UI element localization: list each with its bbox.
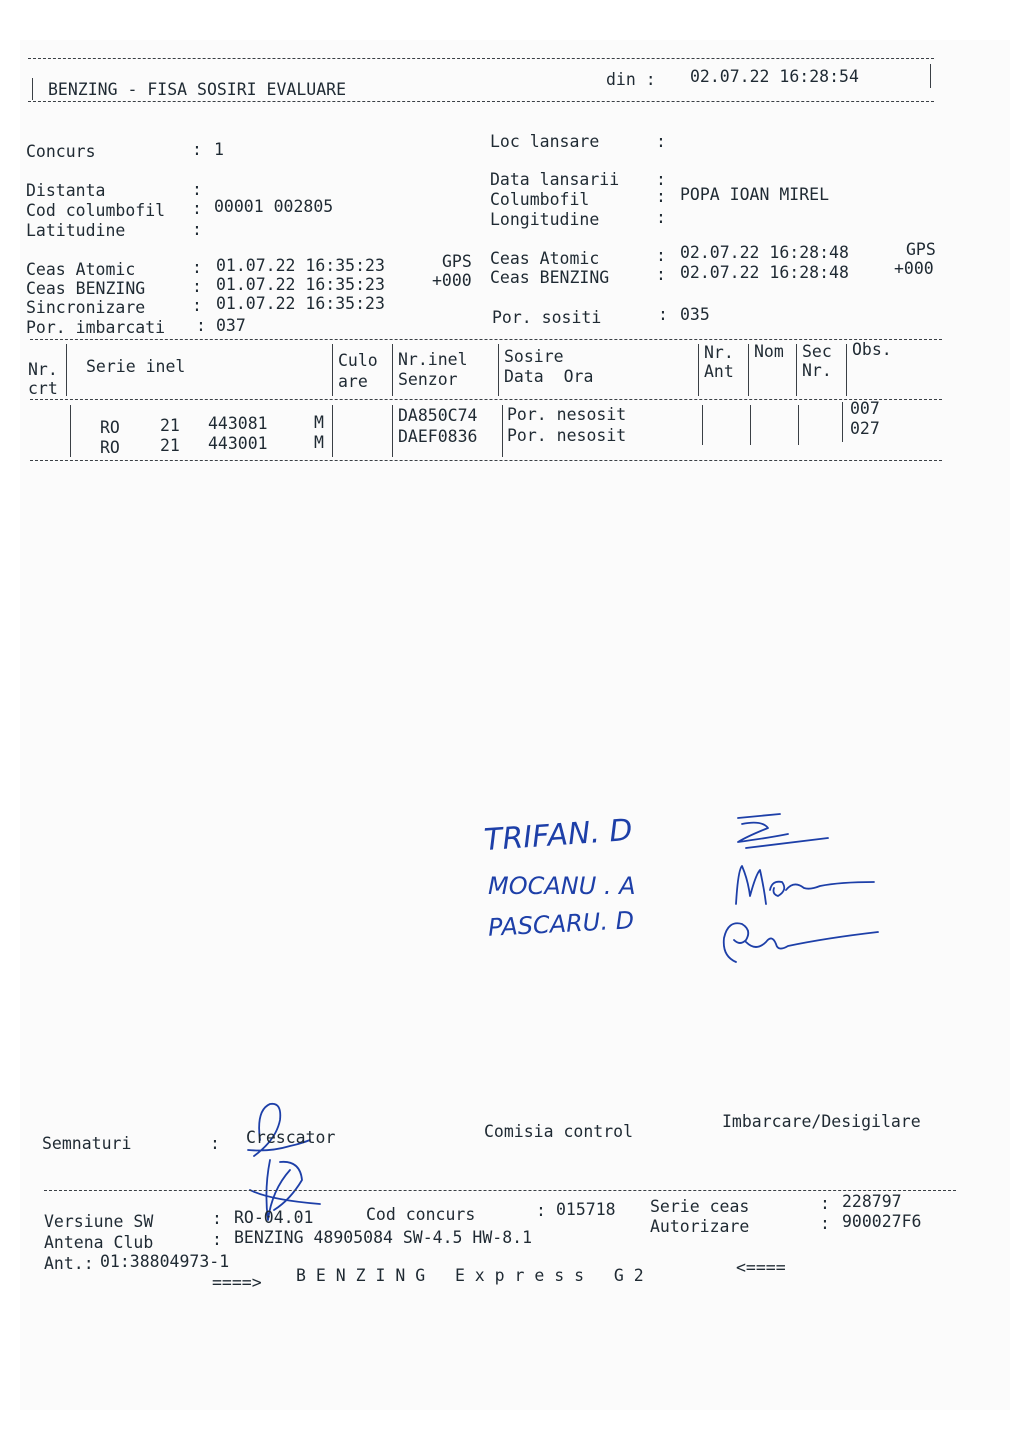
footer-rule <box>44 1190 956 1191</box>
col-sosire-2: Data Ora <box>504 367 594 386</box>
longitudine-label: Longitudine <box>490 210 600 229</box>
row-senzor: DA850C74 <box>398 406 478 425</box>
row-year: 21 <box>160 416 180 435</box>
header-top-rule <box>28 58 934 59</box>
col-serie-inel: Serie inel <box>86 357 186 376</box>
loc-lansare-label: Loc lansare <box>490 132 600 151</box>
banner-left-arrow: ====> <box>212 1273 262 1292</box>
col-nr-ant-1: Nr. <box>704 343 734 362</box>
col-obs: Obs. <box>852 340 892 359</box>
page-title: BENZING - FISA SOSIRI EVALUARE <box>48 80 347 99</box>
columbofil-label: Columbofil <box>490 190 590 209</box>
col-nr-crt-2: crt <box>28 379 58 398</box>
row-senzor: DAEF0836 <box>398 427 478 446</box>
col-culoare-2: are <box>338 372 368 391</box>
por-imbarcati-value: 037 <box>216 316 246 335</box>
header-left-bar <box>32 78 33 100</box>
col-nr-crt-1: Nr. <box>28 360 58 379</box>
banner-text: B E N Z I N G E x p r e s s G 2 <box>296 1266 644 1285</box>
imbarcare-label: Imbarcare/Desigilare <box>722 1112 921 1131</box>
por-imbarcati-label: Por. imbarcati <box>26 318 166 337</box>
row-sex: M <box>314 413 324 432</box>
ceas-atomic-value: 01.07.22 16:35:23 <box>216 256 385 275</box>
signature-2-icon <box>730 860 880 910</box>
distanta-label: Distanta <box>26 181 106 200</box>
handwritten-name: TRIFAN. D <box>482 812 634 859</box>
concurs-label: Concurs <box>26 142 96 161</box>
data-lansarii-label: Data lansarii <box>490 170 620 189</box>
handwritten-name: MOCANU . A <box>488 872 636 900</box>
cod-columbofil-label: Cod columbofil <box>26 201 166 220</box>
ceas-benzing-right-label: Ceas BENZING <box>490 268 610 287</box>
cod-concurs-label: Cod concurs <box>366 1205 476 1224</box>
row-sex: M <box>314 433 324 452</box>
table-header-rule <box>30 399 942 400</box>
col-culoare-1: Culo <box>338 351 378 370</box>
semnaturi-label: Semnaturi <box>42 1134 132 1153</box>
banner-right-arrow: <==== <box>736 1258 786 1277</box>
ceas-atomic-label: Ceas Atomic <box>26 260 136 279</box>
columbofil-value: POPA IOAN MIREL <box>680 185 830 204</box>
col-nr-inel-1: Nr.inel <box>398 350 468 369</box>
cod-concurs-value: 015718 <box>556 1200 616 1219</box>
por-sositi-value: 035 <box>680 305 710 324</box>
latitudine-label: Latitudine <box>26 221 126 240</box>
concurs-value: 1 <box>214 140 224 159</box>
col-nom: Nom <box>754 342 784 361</box>
din-value: 02.07.22 16:28:54 <box>690 67 859 86</box>
ceas-benzing-right-suffix: +000 <box>894 259 934 278</box>
ceas-atomic-right-label: Ceas Atomic <box>490 249 600 268</box>
row-year: 21 <box>160 436 180 455</box>
row-obs: 027 <box>850 419 880 438</box>
row-ring: 443001 <box>208 434 268 453</box>
col-sosire-1: Sosire <box>504 347 564 366</box>
din-label: din : <box>606 70 656 89</box>
col-sec-nr-1: Sec <box>802 342 832 361</box>
antena-value: BENZING 48905084 SW-4.5 HW-8.1 <box>234 1228 533 1247</box>
col-nr-inel-2: Senzor <box>398 370 458 389</box>
col-nr-ant-2: Ant <box>704 362 734 381</box>
versiune-label: Versiune SW <box>44 1212 154 1231</box>
crescator-label: Crescator <box>246 1128 336 1147</box>
ant-label: Ant.: <box>44 1254 94 1273</box>
header-bottom-rule <box>28 101 934 102</box>
ant-value: 01:38804973-1 <box>100 1252 230 1271</box>
row-sosire: Por. nesosit <box>507 405 627 424</box>
ceas-benzing-suffix: +000 <box>432 271 472 290</box>
signature-1-icon <box>728 808 838 854</box>
ceas-atomic-right-value: 02.07.22 16:28:48 <box>680 243 849 262</box>
row-ring: 443081 <box>208 414 268 433</box>
versiune-value: RO-04.01 <box>234 1208 314 1227</box>
table-bottom-rule <box>30 460 942 461</box>
sincronizare-value: 01.07.22 16:35:23 <box>216 294 385 313</box>
row-country: RO <box>100 418 120 437</box>
ceas-benzing-label: Ceas BENZING <box>26 279 146 298</box>
autorizare-label: Autorizare <box>650 1217 750 1236</box>
serie-ceas-value: 228797 <box>842 1192 902 1211</box>
ceas-benzing-right-value: 02.07.22 16:28:48 <box>680 263 849 282</box>
ceas-atomic-right-suffix: GPS <box>906 240 936 259</box>
signature-3-icon <box>716 912 886 966</box>
handwritten-name: PASCARU. D <box>487 906 635 942</box>
cod-columbofil-value: 00001 002805 <box>214 197 334 216</box>
col-sec-nr-2: Nr. <box>802 361 832 380</box>
antena-label: Antena Club <box>44 1233 154 1252</box>
comisia-label: Comisia control <box>484 1122 634 1141</box>
row-country: RO <box>100 438 120 457</box>
sincronizare-label: Sincronizare <box>26 298 146 317</box>
ceas-atomic-suffix: GPS <box>442 252 472 271</box>
header-right-bar <box>930 64 931 88</box>
row-obs: 007 <box>850 399 880 418</box>
table-top-rule <box>30 339 942 340</box>
ceas-benzing-value: 01.07.22 16:35:23 <box>216 275 385 294</box>
row-sosire: Por. nesosit <box>507 426 627 445</box>
autorizare-value: 900027F6 <box>842 1212 922 1231</box>
serie-ceas-label: Serie ceas <box>650 1197 750 1216</box>
por-sositi-label: Por. sositi <box>492 308 602 327</box>
